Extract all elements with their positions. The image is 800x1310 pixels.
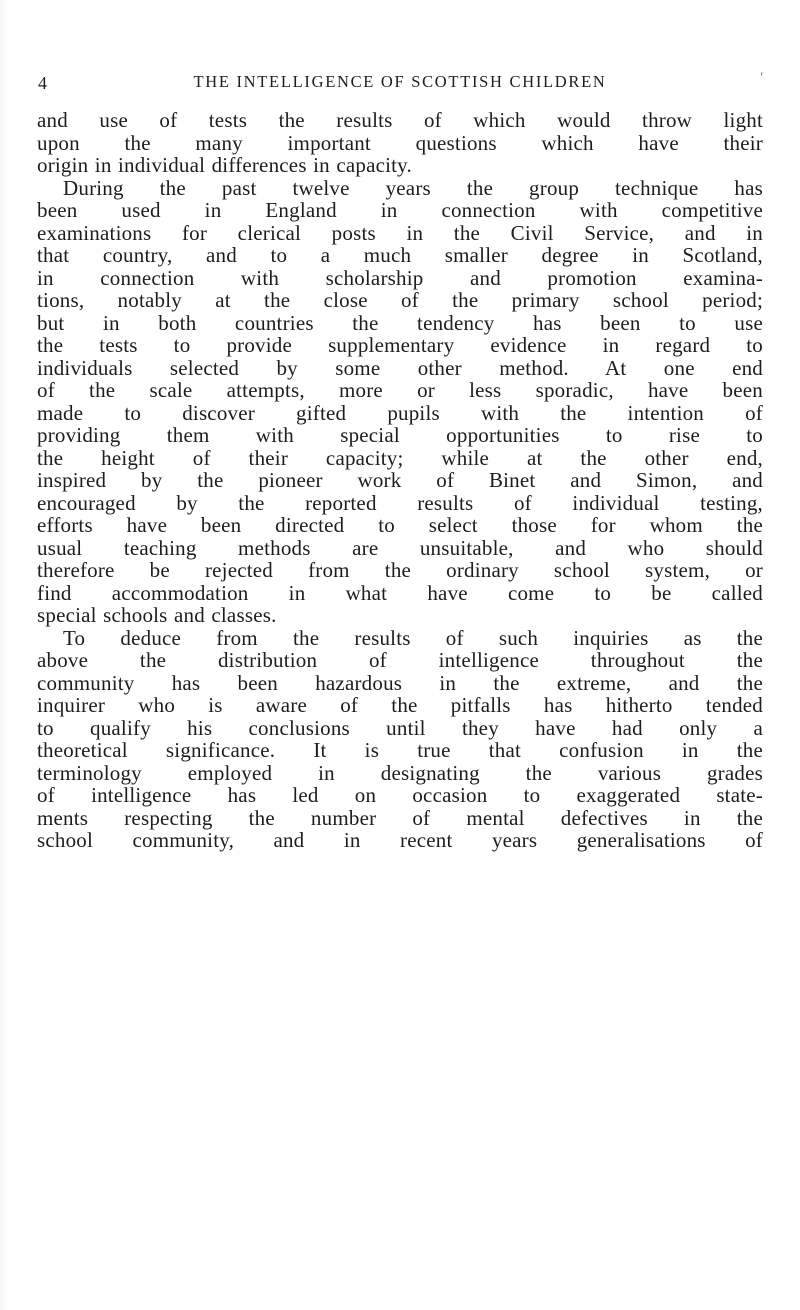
text-line: in connection with scholarship and promotion examina- xyxy=(37,265,763,290)
page-number: 4 xyxy=(38,73,48,93)
text-line: efforts have been directed to select those for whom the xyxy=(37,513,763,537)
text-line: made to discover gifted pupils with the intention of xyxy=(37,400,763,425)
text-line: individuals selected by some other method. At one end xyxy=(37,355,763,380)
text-line: ments respecting the number of mental defectives in the xyxy=(37,805,763,830)
text-line: providing them with special opportunities to rise to xyxy=(37,423,763,447)
text-line: been used in England in connection with competitive xyxy=(37,198,763,222)
text-line: examinations for clerical posts in the Civil Service, and in xyxy=(37,220,763,245)
text-line: To deduce from the results of such inquiries as the xyxy=(63,625,763,650)
text-line: school community, and in recent years generalisations of xyxy=(37,828,763,852)
text-line: of the scale attempts, more or less sporadic, have been xyxy=(37,378,763,402)
text-line: tions, notably at the close of the primary school period; xyxy=(37,288,763,312)
paragraph xyxy=(37,627,763,852)
text-line: to qualify his conclusions until they have had only a xyxy=(37,715,763,740)
text-line: terminology employed in designating the various grades xyxy=(37,760,763,785)
text-line: origin in individual differences in capacity. xyxy=(37,153,412,177)
text-line: above the distribution of intelligence throughout the xyxy=(37,648,763,672)
text-line: therefore be rejected from the ordinary school system, or xyxy=(37,558,763,582)
paragraph xyxy=(37,109,763,177)
text-line: of intelligence has led on occasion to exaggerated state- xyxy=(37,783,763,807)
paragraph xyxy=(37,177,763,627)
text-line: inspired by the pioneer work of Binet and Simon, and xyxy=(37,468,763,492)
scan-artifact: ' xyxy=(760,70,763,86)
text-line: usual teaching methods are unsuitable, and who should xyxy=(37,535,763,560)
text-line: special schools and classes. xyxy=(37,603,277,627)
text-line: inquirer who is aware of the pitfalls has hitherto tended xyxy=(37,693,763,717)
text-line: the height of their capacity; while at the other end, xyxy=(37,445,763,470)
page-body xyxy=(37,109,763,852)
page-header xyxy=(37,72,763,96)
text-line: theoretical significance. It is true that confusion in the xyxy=(37,738,763,762)
text-line: that country, and to a much smaller degree in Scotland, xyxy=(37,243,763,267)
text-line: the tests to provide supplementary evidence in regard to xyxy=(37,333,763,357)
text-line: community has been hazardous in the extreme, and the xyxy=(37,670,763,695)
text-line: find accommodation in what have come to be called xyxy=(37,580,763,605)
text-line: encouraged by the reported results of individual testing, xyxy=(37,490,763,515)
running-title: THE INTELLIGENCE OF SCOTTISH CHILDREN xyxy=(193,72,607,91)
text-line: During the past twelve years the group technique has xyxy=(63,175,763,200)
text-line: upon the many important questions which have their xyxy=(37,130,763,155)
text-line: but in both countries the tendency has been to use xyxy=(37,310,763,335)
text-line: and use of tests the results of which would throw light xyxy=(37,108,763,132)
